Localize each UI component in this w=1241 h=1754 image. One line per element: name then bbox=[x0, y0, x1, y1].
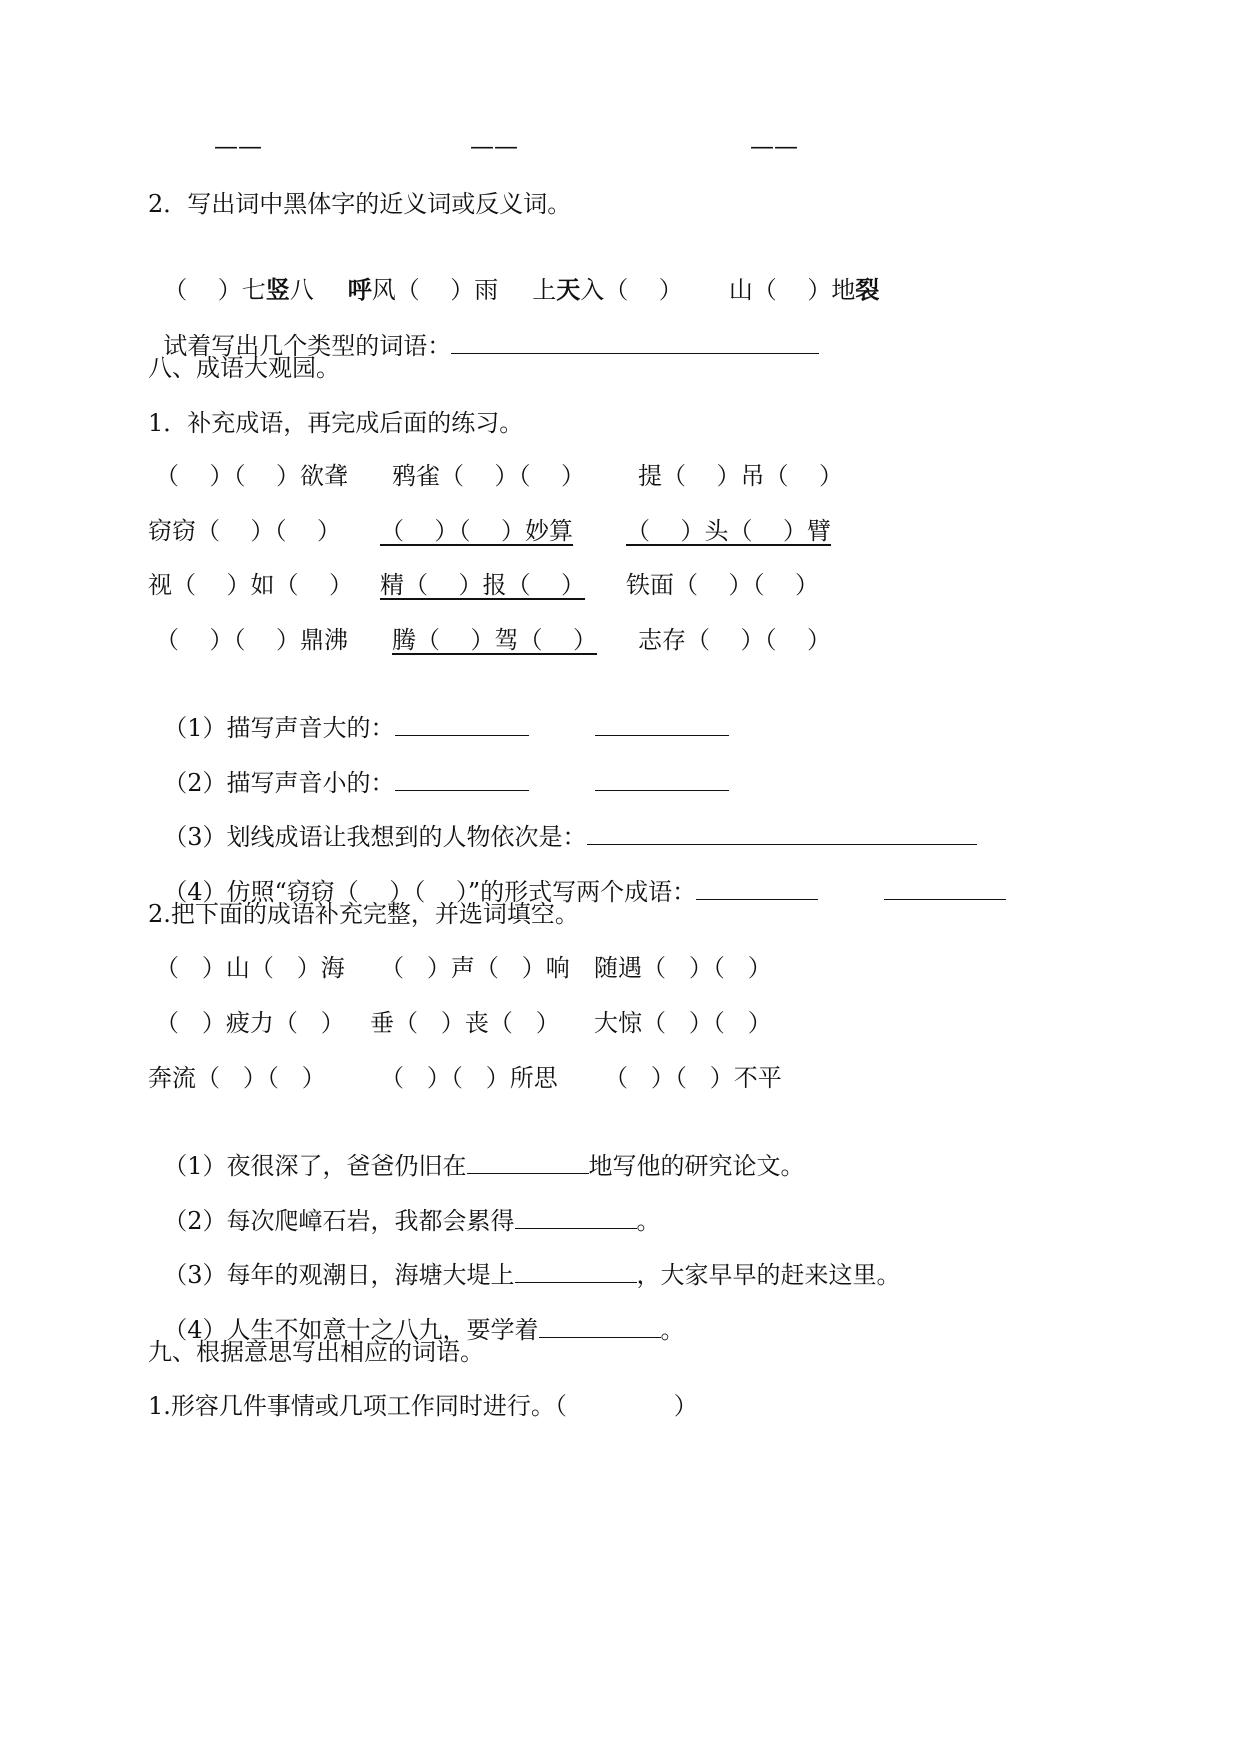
q2-item2-b: 风（ ）雨 bbox=[371, 276, 499, 304]
q2-item3-a: 上 bbox=[532, 276, 557, 304]
fill-1-a: （1）夜很深了，爸爸仍旧在 bbox=[163, 1152, 467, 1180]
idiom-r3-1: 视（ ）如（ ） bbox=[148, 571, 354, 599]
idiom-r4-2: 腾（ ）驾（ ） bbox=[392, 626, 598, 654]
s8-q4-blank-2[interactable] bbox=[884, 877, 1006, 900]
fill-3-blank[interactable] bbox=[515, 1260, 637, 1283]
fill-1-b: 地写他的研究论文。 bbox=[588, 1152, 805, 1180]
idiom-s3-2: （ ）（ ）所思 bbox=[380, 1064, 558, 1092]
s8-q3-blank[interactable] bbox=[587, 822, 977, 845]
idiom-r2-2: （ ）（ ）妙算 bbox=[380, 517, 574, 545]
fill-2-blank[interactable] bbox=[515, 1206, 637, 1229]
fill-3-b: ，大家早早的赶来这里。 bbox=[636, 1261, 901, 1289]
top-dash-1: —— bbox=[214, 132, 262, 160]
idiom-r3-2: 精（ ）报（ ） bbox=[380, 571, 586, 599]
s8-q1-label: （1）描写声音大的： bbox=[163, 714, 395, 742]
s8-q4-blank-1[interactable] bbox=[696, 877, 818, 900]
idiom-s1-3: 随遇（ ）（ ） bbox=[594, 954, 772, 982]
fill-2-a: （2）每次爬嶂石岩，我都会累得 bbox=[163, 1207, 515, 1235]
idiom-s2-1: （ ）疲力（ ） bbox=[155, 1009, 345, 1037]
top-dash-3: —— bbox=[750, 132, 798, 160]
q2-item4-a: 山（ ）地 bbox=[728, 276, 856, 304]
fill-4-blank[interactable] bbox=[539, 1315, 661, 1338]
section8-sub1: 1．补充成语，再完成后面的练习。 bbox=[148, 409, 524, 437]
s8-q2-label: （2）描写声音小的： bbox=[163, 769, 395, 797]
try-write-label: 试着写出几个类型的词语： bbox=[163, 332, 452, 360]
top-dash-2: —— bbox=[470, 132, 518, 160]
fill-3-a: （3）每年的观潮日，海塘大堤上 bbox=[163, 1261, 515, 1289]
q2-item1-c: 八 bbox=[289, 276, 314, 304]
fill-4-a: （4）人生不如意十之八九，要学着 bbox=[163, 1316, 539, 1344]
section9-q1: 1.形容几件事情或几项工作同时进行。（ ） bbox=[148, 1392, 698, 1420]
q2-item4-bold: 裂 bbox=[855, 276, 880, 304]
idiom-s3-3: （ ）（ ）不平 bbox=[604, 1064, 782, 1092]
idiom-s1-1: （ ）山（ ）海 bbox=[155, 954, 345, 982]
section8-title: 八、成语大观园。 bbox=[148, 354, 340, 382]
s8-q3-label: （3）划线成语让我想到的人物依次是： bbox=[163, 823, 587, 851]
q2-item1-bold: 竖 bbox=[265, 276, 290, 304]
try-write-blank[interactable] bbox=[451, 331, 819, 354]
s8-q4-label: （4）仿照“窃窃（ ）（ ）”的形式写两个成语： bbox=[163, 878, 697, 906]
idiom-s2-3: 大惊（ ）（ ） bbox=[594, 1009, 772, 1037]
s8-q2-blank-2[interactable] bbox=[595, 768, 729, 791]
idiom-r1-2: 鸦雀（ ）（ ） bbox=[392, 462, 586, 490]
idiom-r2-1: 窃窃（ ）（ ） bbox=[148, 517, 342, 545]
section8-sub2: 2.把下面的成语补充完整，并选词填空。 bbox=[148, 900, 579, 928]
q2-item3-bold: 天 bbox=[556, 276, 581, 304]
q2-items bbox=[148, 242, 879, 306]
q2-item2-bold: 呼 bbox=[347, 276, 372, 304]
idiom-r3-3: 铁面（ ）（ ） bbox=[626, 571, 820, 599]
q2-item3-c: 入（ ） bbox=[580, 276, 683, 304]
q2-title: 2．写出词中黑体字的近义词或反义词。 bbox=[148, 190, 572, 218]
section9-title: 九、根据意思写出相应的词语。 bbox=[148, 1338, 484, 1366]
q2-item1-a: （ ）七 bbox=[163, 276, 266, 304]
s8-q1-blank-2[interactable] bbox=[595, 713, 729, 736]
s8-q2-blank-1[interactable] bbox=[395, 768, 529, 791]
idiom-s2-2: 垂（ ）丧（ ） bbox=[370, 1009, 560, 1037]
idiom-s1-2: （ ）声（ ）响 bbox=[380, 954, 570, 982]
idiom-r2-3: （ ）头（ ）臂 bbox=[626, 517, 832, 545]
fill-1-blank[interactable] bbox=[467, 1151, 589, 1174]
s8-q1-blank-1[interactable] bbox=[395, 713, 529, 736]
fill-4-b: 。 bbox=[660, 1316, 685, 1344]
idiom-r1-3: 提（ ）吊（ ） bbox=[638, 462, 844, 490]
idiom-r4-3: 志存（ ）（ ） bbox=[638, 626, 832, 654]
idiom-s3-1: 奔流（ ）（ ） bbox=[148, 1064, 326, 1092]
idiom-r1-1: （ ）（ ）欲聋 bbox=[155, 462, 349, 490]
idiom-r4-1: （ ）（ ）鼎沸 bbox=[155, 626, 349, 654]
fill-2-b: 。 bbox=[636, 1207, 661, 1235]
